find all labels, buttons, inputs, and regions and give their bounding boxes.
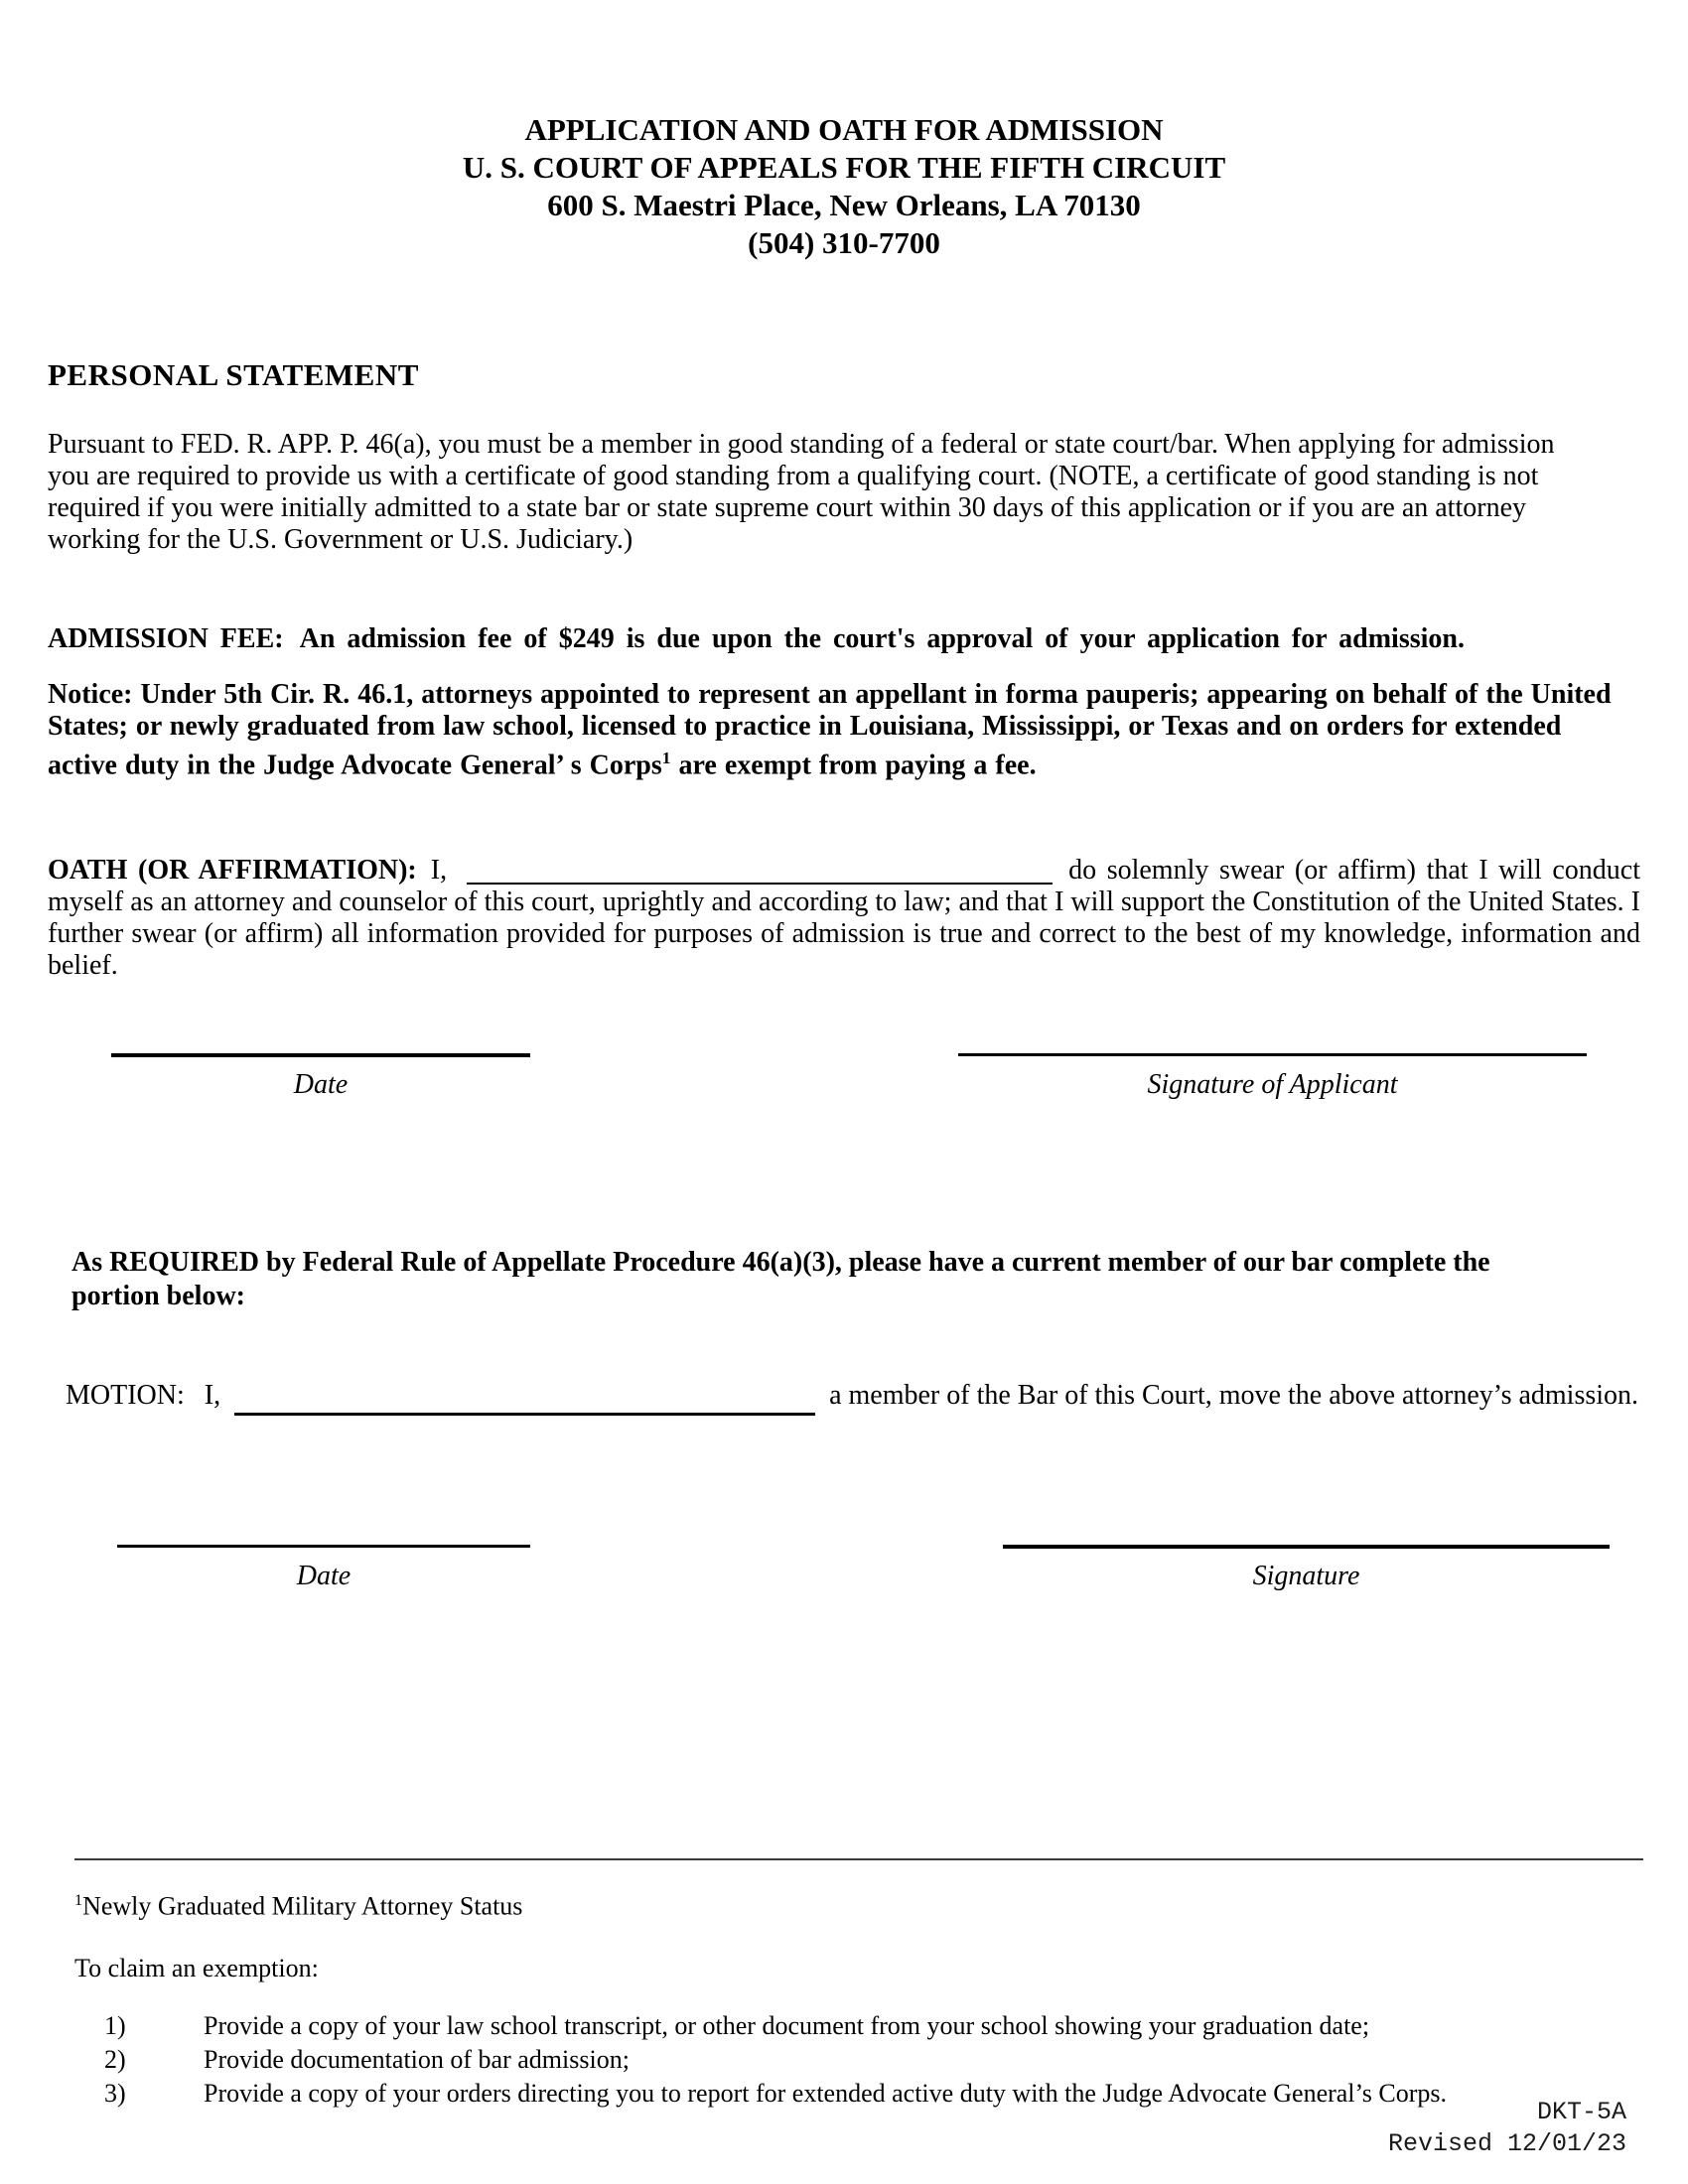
motion-intro-paragraph: As REQUIRED by Federal Rule of Appellate Procedure 46(a)(3), please have a current member of our bar complete the portion below:: [71, 1247, 1490, 1312]
oath-pre-blank-text: I,: [430, 855, 448, 887]
header-line-4: (504) 310-7700: [748, 225, 940, 260]
list-item-text: Provide documentation of bar admission;: [204, 2044, 630, 2074]
motion-pre-blank-text: I,: [204, 1380, 221, 1412]
signature-block-mover: [48, 1545, 1640, 1549]
exemption-list: [104, 2009, 1640, 2111]
date-line-mover[interactable]: [117, 1545, 530, 1548]
signature-line-mover[interactable]: [1003, 1545, 1610, 1549]
list-item-number: 1): [104, 2010, 126, 2040]
header-line-3: 600 S. Maestri Place, New Orleans, LA 70130: [547, 188, 1141, 222]
list-item-number: 3): [104, 2078, 126, 2108]
oath-label: OATH (OR AFFIRMATION):: [48, 855, 417, 887]
list-item-text: Provide a copy of your orders directing you to report for extended active duty with the Judge Advocate General’s Corps.: [204, 2078, 1447, 2108]
document-header: [48, 111, 1640, 262]
motion-name-blank[interactable]: [234, 1375, 815, 1416]
date-label-applicant: Date: [293, 1069, 349, 1101]
admission-fee-label: ADMISSION FEE:: [48, 623, 284, 654]
motion-line: [66, 1375, 1640, 1416]
header-line-1: APPLICATION AND OATH FOR ADMISSION: [524, 112, 1164, 147]
signature-line-applicant[interactable]: [958, 1053, 1587, 1056]
footnote-intro: To claim an exemption:: [74, 1953, 319, 1982]
date-label-mover: Date: [296, 1561, 352, 1592]
list-item-text: Provide a copy of your law school transcript, or other document from your school showing your graduation date;: [204, 2010, 1370, 2040]
signature-label-mover: Signature: [1252, 1561, 1360, 1592]
oath-post-blank-text: do solemnly swear (or affirm) that I will conduct myself as an attorney and counselor of this court, uprightly and according to law; and that I will support the Constitution of the United States. I further swear (or affirm) all information provided for purposes of admission is true and correct to the best of my knowledge, information and belief.: [48, 855, 1640, 982]
form-code: DKT-5A: [1536, 2098, 1626, 2126]
signature-block-mover-labels: [48, 1561, 1640, 1592]
date-line-applicant[interactable]: [111, 1053, 530, 1057]
notice-paragraph: [48, 679, 1630, 781]
motion-post-blank-text: a member of the Bar of this Court, move the above attorney’s admission.: [829, 1380, 1639, 1412]
oath-paragraph: [48, 853, 1640, 982]
signature-label-applicant: Signature of Applicant: [1147, 1069, 1398, 1101]
personal-statement-heading: PERSONAL STATEMENT: [48, 357, 419, 392]
admission-fee-paragraph: [48, 623, 1640, 655]
signature-block-applicant: [48, 1053, 1640, 1057]
motion-label: MOTION:: [66, 1380, 185, 1412]
personal-statement-body: Pursuant to FED. R. APP. P. 46(a), you must be a member in good standing of a federal or state court/bar. When applying for admission you are required to provide us with a certificate of good standing from a qualifying court. (NOTE, a certificate of good standing is not required if you were initially admitted to a state bar or state supreme court within 30 days of this application or if you are an attorney working for the U.S. Government or U.S. Judiciary.): [48, 429, 1555, 555]
signature-block-applicant-labels: [48, 1069, 1640, 1101]
notice-text: Notice: Under 5th Cir. R. 46.1, attorneys appointed to represent an appellant in forma pauperis; appearing on behalf of the United States; or newly graduated from law school, licensed to practice in Louisiana, Mississippi, or Texas and on orders for extended active duty in the Judge Advocate General’ s Corps: [48, 679, 1612, 781]
oath-name-blank[interactable]: [467, 853, 1053, 885]
footnote-title-text: Newly Graduated Military Attorney Status: [82, 1891, 523, 1921]
footnote-divider: [74, 1858, 1643, 1860]
admission-fee-text: An admission fee of $249 is due upon the court's approval of your application for admission.: [299, 623, 1465, 654]
footnote-ref-1: 1: [661, 749, 671, 767]
form-revision-date: Revised 12/01/23: [1387, 2129, 1626, 2158]
list-item: [104, 2009, 1640, 2043]
form-footer: [1388, 2097, 1626, 2160]
notice-text-end: are exempt from paying a fee.: [670, 750, 1037, 781]
footnote-title: [74, 1886, 1640, 1922]
footnote-marker: 1: [74, 1892, 83, 1910]
list-item: [104, 2043, 1640, 2077]
list-item-number: 2): [104, 2044, 126, 2074]
header-line-2: U. S. COURT OF APPEALS FOR THE FIFTH CIRCUIT: [462, 150, 1226, 185]
